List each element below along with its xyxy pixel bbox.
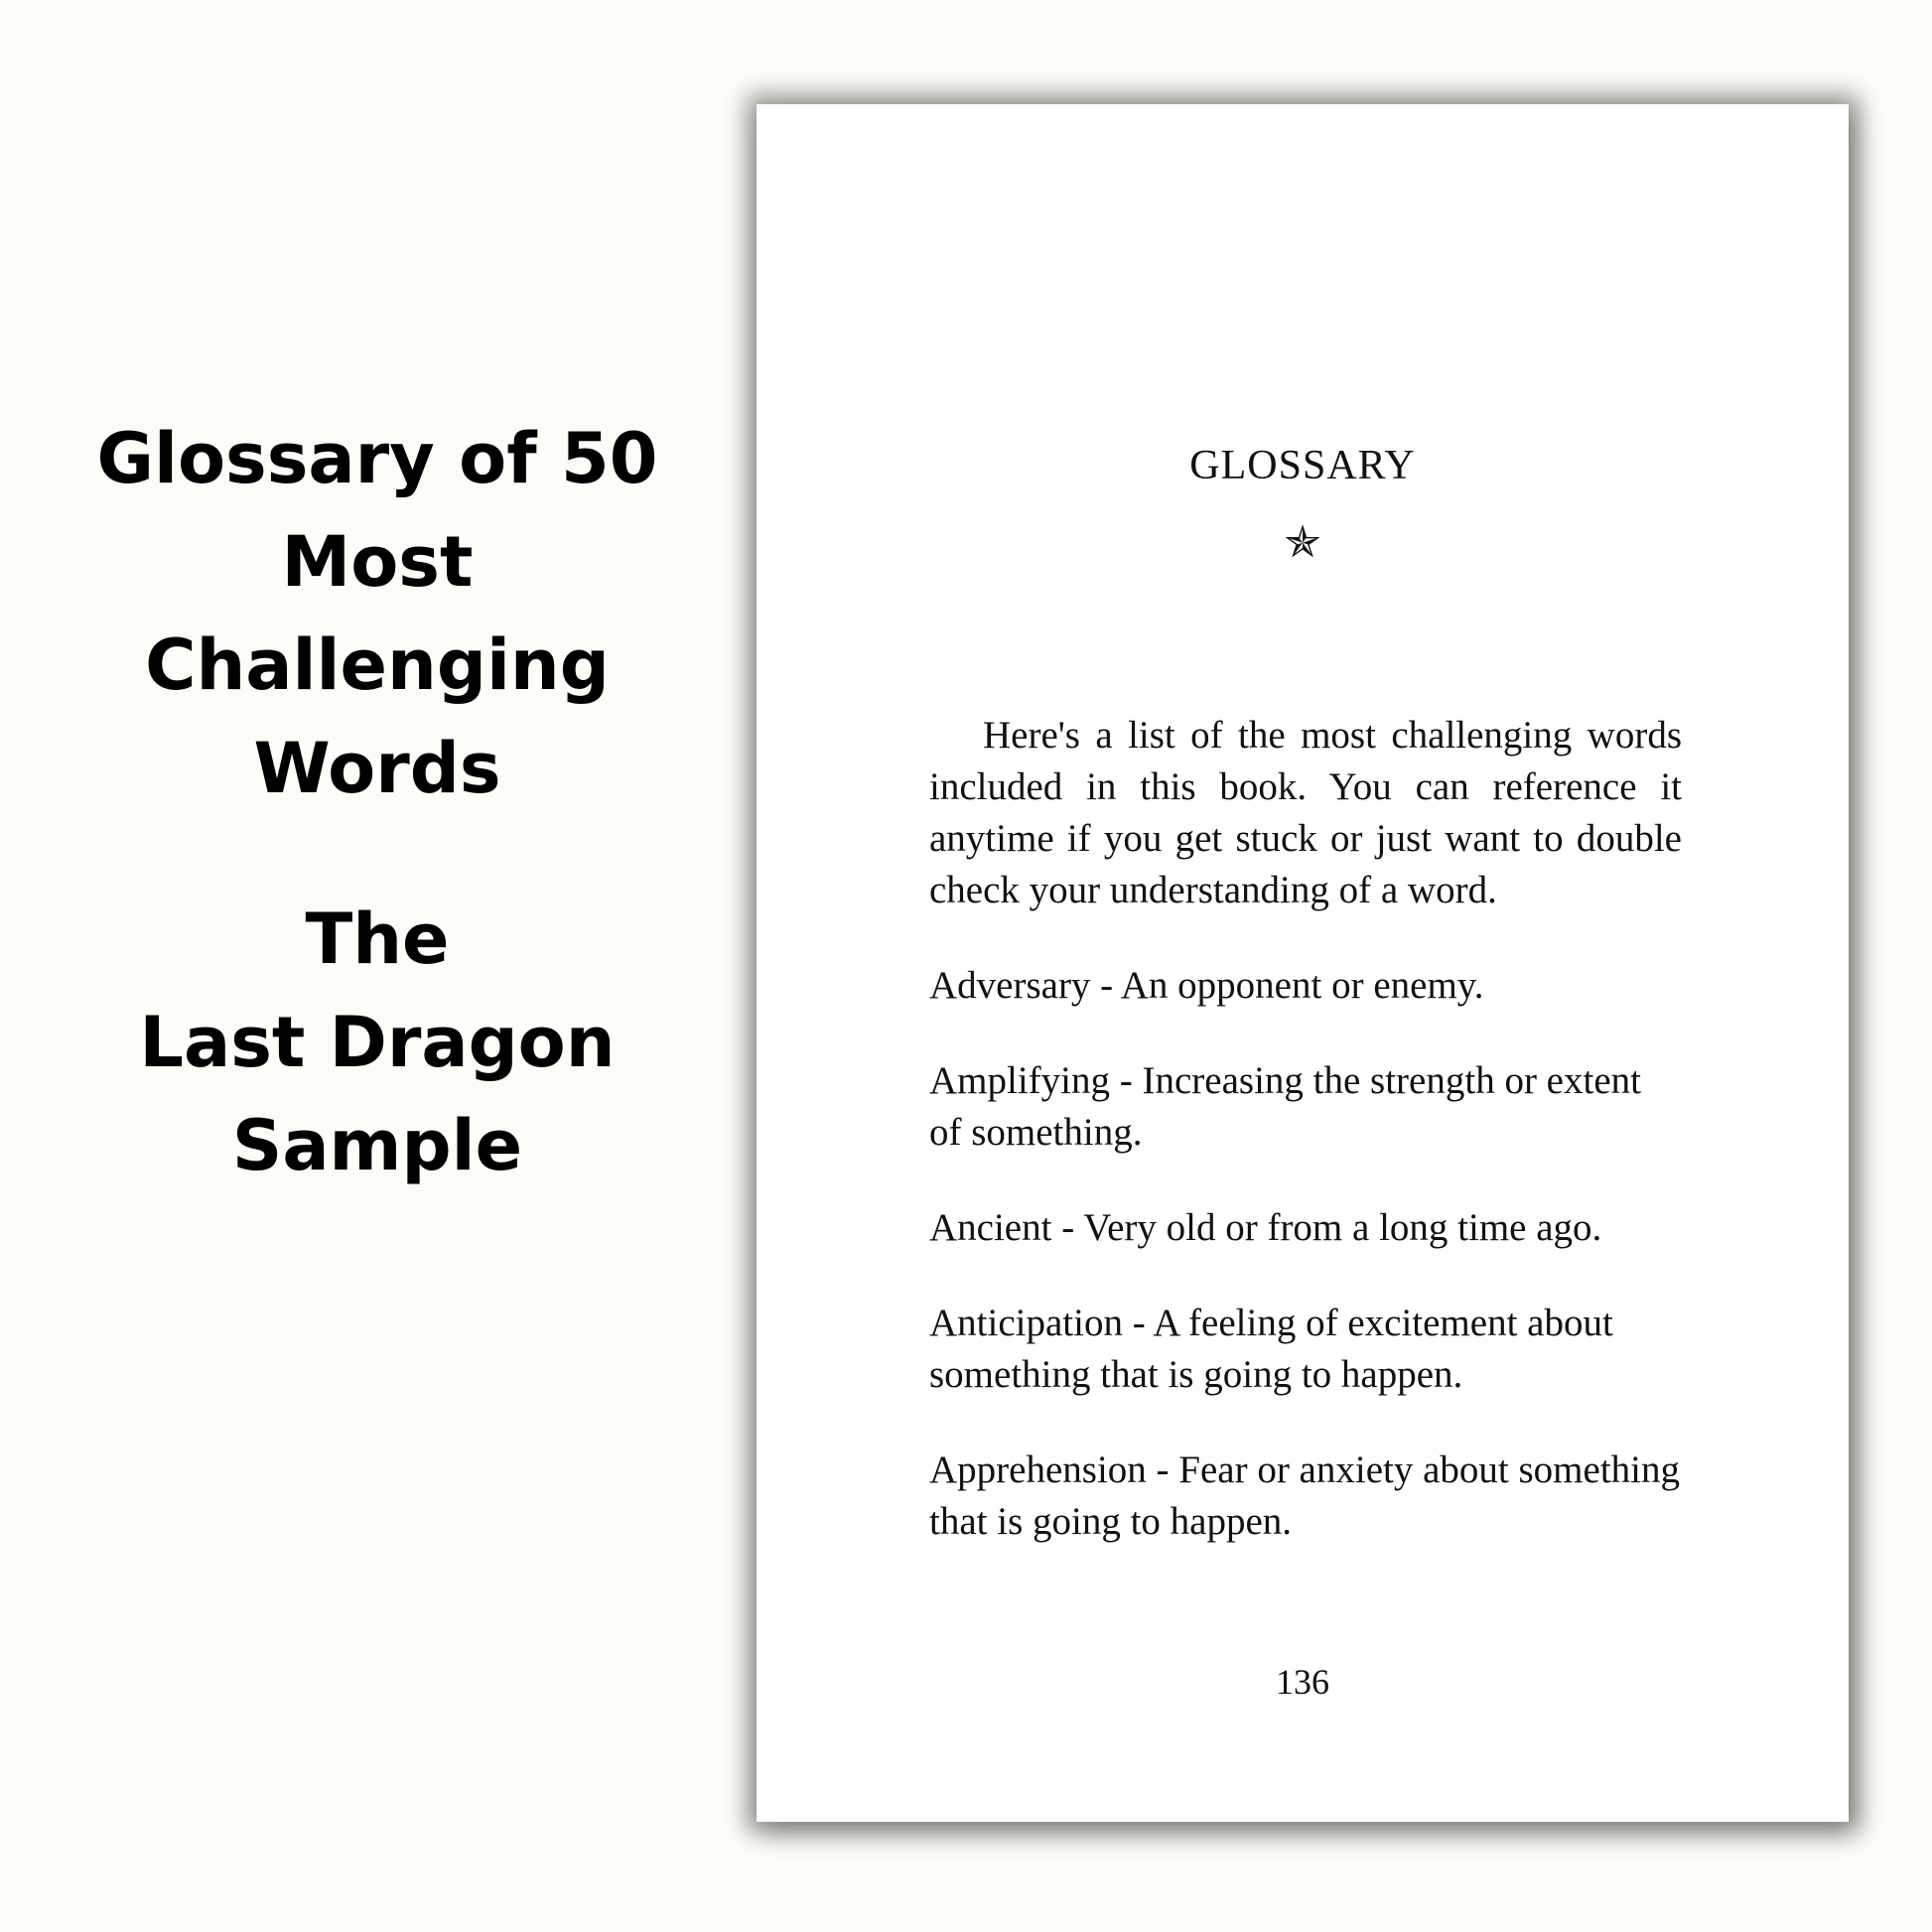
glossary-entry: Amplifying - Increasing the strength or extent of something.: [929, 1059, 1641, 1154]
glossary-entry: Ancient - Very old or from a long time ago.: [929, 1206, 1602, 1249]
star-ornament-icon: ✯: [1284, 518, 1321, 567]
glossary-entry: Anticipation - A feeling of excitement about something that is going to happen.: [929, 1302, 1613, 1396]
promo-subtitle: [40, 888, 715, 1197]
glossary-entry: Apprehension - Fear or anxiety about something that is going to happen.: [929, 1449, 1680, 1543]
page-number: 136: [1276, 1662, 1329, 1702]
promo-subtitle-line: The: [305, 898, 450, 980]
promo-subtitle-line: Sample: [231, 1105, 523, 1186]
promo-title-line: Glossary of 50: [96, 418, 658, 499]
promo-subtitle-line: Last Dragon: [139, 1002, 616, 1083]
glossary-entry: Adversary - An opponent or enemy.: [929, 964, 1484, 1007]
page-body: [929, 710, 1682, 1591]
page-heading: GLOSSARY: [1189, 443, 1416, 488]
promo-title-line: Most Challenging: [145, 521, 610, 706]
intro-paragraph: Here's a list of the most challenging words included in this book. You can reference it anytime if you get stuck or just want to double check your understanding of a word.: [929, 714, 1682, 911]
promo-title: [40, 407, 715, 820]
promo-title-line: Words: [253, 728, 501, 809]
book-page: [757, 104, 1849, 1822]
promo-text-panel: [40, 407, 715, 1197]
